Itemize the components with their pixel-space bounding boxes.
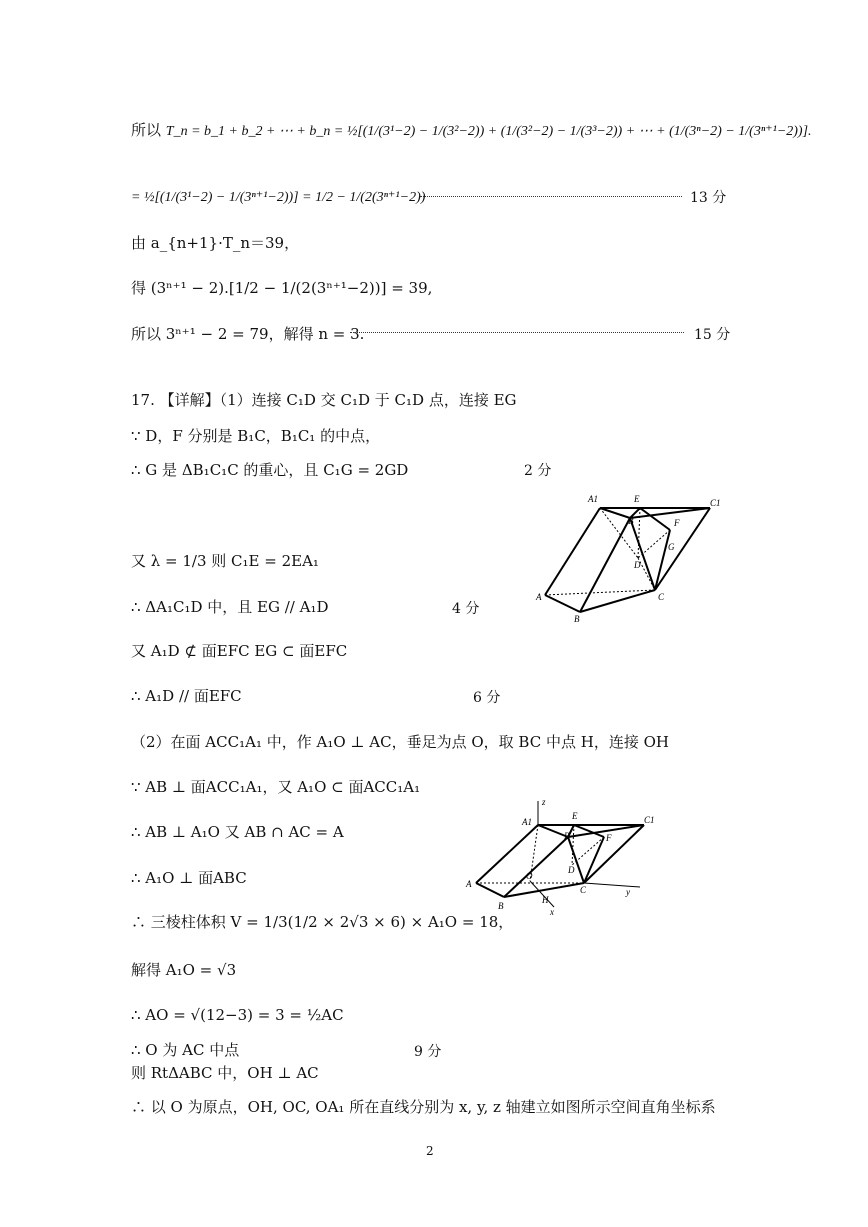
formula-tn: T_n = b_1 + b_2 + ⋯ + b_n = ½[(1/(3¹−2) − 1/(3²−2)) + (1/(3²−2) − 1/(3³−2)) + ⋯ + (1/(3ⁿ−2) − 1/(3ⁿ⁺¹−2))]. [165,124,812,139]
fig2-label: C [580,885,587,895]
fig2-label: B [498,901,504,911]
sum-line-2 [131,186,425,208]
fig2-label: x [550,907,554,917]
fig2-label: y [626,887,630,897]
proof-6: ∴ A₁D // 面EFC [131,687,242,705]
proof-5: 又 A₁D ⊄ 面EFC EG ⊂ 面EFC [131,642,348,660]
fig2-label: O [526,871,533,881]
proof-15: 则 RtΔABC 中，OH ⊥ AC [131,1064,319,1082]
fig1-label: A1 [588,494,598,504]
fig2-label: A [466,879,472,889]
score-9: 9 分 [414,1044,442,1060]
formula-tn-result: = ½[(1/(3¹−2) − 1/(3ⁿ⁺¹−2))] = 1/2 − 1/(2(3ⁿ⁺¹−2)) [131,190,426,205]
dotted-leader-2 [350,322,684,333]
line-an1: 由 a_{n+1}·T_n＝39， [131,234,300,252]
q17-heading: 17. 【详解】（1）连接 C₁D 交 C₁D 于 C₁D 点，连接 EG [131,391,517,409]
prism-figure-1 [530,490,730,630]
proof-11: ∴ 三棱柱体积 V = 1/3(1/2 × 2√3 × 6) × A₁O = 18， [131,913,514,931]
proof-9: ∴ AB ⊥ A₁O 又 AB ∩ AC = A [131,823,344,841]
proof-10: ∴ A₁O ⊥ 面ABC [131,869,247,887]
fig2-label: C1 [644,815,655,825]
proof-7: （2）在面 ACC₁A₁ 中，作 A₁O ⊥ AC，垂足为点 O，取 BC 中点 H，连接 OH [131,733,669,751]
fig2-label: H [542,895,549,905]
fig2-label: F [606,833,612,843]
line-solve: 所以 3ⁿ⁺¹ − 2 = 79，解得 n = 3. [131,325,365,343]
fig2-label: D [568,865,575,875]
proof-2: ∴ G 是 ΔB₁C₁C 的重心，且 C₁G = 2GD [131,461,409,479]
fig2-label: A1 [522,817,532,827]
score-4: 4 分 [452,601,480,617]
score-15: 15 分 [694,327,731,343]
dotted-leader [420,186,682,197]
fig1-label: A [536,592,542,602]
fig1-label: E [634,494,640,504]
fig1-label: F [674,518,680,528]
score-6: 6 分 [473,690,501,706]
line-de: 得 (3ⁿ⁺¹ − 2).[1/2 − 1/(2(3ⁿ⁺¹−2))] = 39, [131,279,433,297]
proof-16: ∴ 以 O 为原点，OH, OC, OA₁ 所在直线分别为 x, y, z 轴建立如图所示空间直角坐标系 [131,1098,716,1116]
prism-figure-2 [462,795,662,925]
score-2: 2 分 [524,463,552,479]
fig1-label: D [634,560,641,570]
fig2-label: E [572,811,578,821]
proof-13: ∴ AO = √(12−3) = 3 = ½AC [131,1006,344,1024]
fig2-label: z [542,797,546,807]
proof-1: ∵ D，F 分别是 B₁C，B₁C₁ 的中点， [131,427,381,445]
fig1-label: B [574,614,580,624]
fig2-label: B [564,831,570,841]
proof-8: ∵ AB ⊥ 面ACC₁A₁，又 A₁O ⊂ 面ACC₁A₁ [131,778,421,796]
text-so: 所以 [131,121,162,139]
proof-3: 又 λ = 1/3 则 C₁E = 2EA₁ [131,552,319,570]
proof-12: 解得 A₁O = √3 [131,961,237,979]
fig1-label: G [668,542,675,552]
proof-14: ∴ O 为 AC 中点 [131,1041,240,1059]
fig1-label: C1 [710,498,721,508]
page-number: 2 [426,1144,434,1158]
sum-line-1-text [131,120,812,142]
fig1-label: C [658,592,665,602]
fig1-label: B [628,516,634,526]
score-13: 13 分 [690,190,727,206]
proof-4: ∴ ΔA₁C₁D 中，且 EG // A₁D [131,598,329,616]
